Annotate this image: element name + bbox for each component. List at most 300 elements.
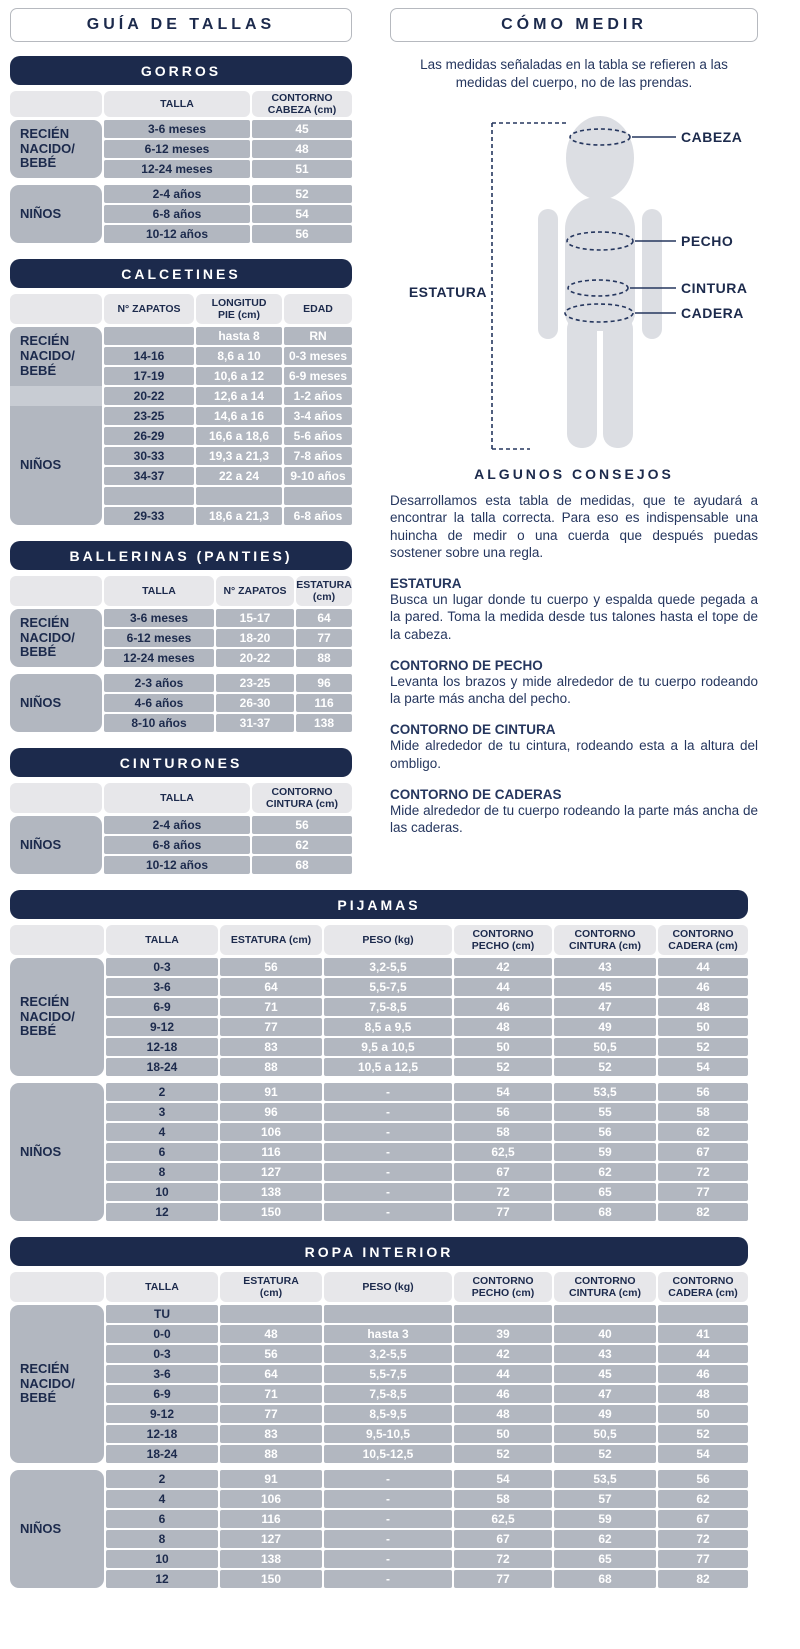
table-cell: 4-6 años	[104, 694, 214, 712]
table-cell: 82	[658, 1570, 748, 1588]
column-header	[196, 294, 282, 324]
table-cell: 5,5-7,5	[324, 978, 452, 996]
table-cell: 8	[106, 1163, 218, 1181]
ballerinas-table	[10, 576, 352, 732]
table-cell: 8,6 a 10	[196, 347, 282, 365]
table-cell: 52	[252, 185, 352, 203]
table-cell: 88	[220, 1445, 322, 1463]
table-cell	[104, 487, 194, 505]
tip-block	[390, 722, 758, 772]
table-cell: 55	[554, 1103, 656, 1121]
group-label	[10, 958, 104, 1076]
column-header	[106, 1272, 218, 1302]
header-corner-cell	[10, 576, 102, 606]
table-cell: 8	[106, 1530, 218, 1548]
table-cell: 6	[106, 1510, 218, 1528]
cintura-label: CINTURA	[681, 280, 748, 297]
table-cell: 77	[454, 1203, 552, 1221]
label-line: CONTORNO	[574, 927, 636, 940]
label-line: NACIDO/	[20, 629, 75, 645]
table-cell: 1-2 años	[284, 387, 352, 405]
table-cell: 9,5-10,5	[324, 1425, 452, 1443]
group-label	[10, 1470, 104, 1588]
table-cell: 65	[554, 1183, 656, 1201]
table-cell: 52	[554, 1445, 656, 1463]
table-cell: 23-25	[216, 674, 294, 692]
table-cell: 3	[106, 1103, 218, 1121]
label-line: ESTATURA	[296, 578, 352, 591]
table-cell: 48	[454, 1405, 552, 1423]
label-line: RECIÉN	[20, 993, 70, 1009]
table-cell: 3,2-5,5	[324, 1345, 452, 1363]
label-line: ESTATURA (cm)	[230, 933, 312, 946]
label-line: PESO (kg)	[362, 1280, 414, 1293]
table-cell: 45	[554, 978, 656, 996]
table-cell: 0-3 meses	[284, 347, 352, 365]
column-header	[104, 294, 194, 324]
table-cell: -	[324, 1103, 452, 1121]
table-cell: 30-33	[104, 447, 194, 465]
table-cell: RN	[284, 327, 352, 345]
table-cell: 41	[658, 1325, 748, 1343]
table-cell: 14-16	[104, 347, 194, 365]
table-cell: 138	[220, 1550, 322, 1568]
table-cell: 127	[220, 1530, 322, 1548]
table-cell: 16,6 a 18,6	[196, 427, 282, 445]
table-cell: 48	[454, 1018, 552, 1036]
column-header	[104, 783, 250, 813]
label-line: CINTURA (cm)	[569, 1287, 641, 1299]
table-cell: 59	[554, 1143, 656, 1161]
label-line: CINTURA (cm)	[266, 798, 338, 810]
table-cell: -	[324, 1163, 452, 1181]
table-cell: 77	[454, 1570, 552, 1588]
label-line: NACIDO/	[20, 1375, 75, 1391]
table-cell: 5,5-7,5	[324, 1365, 452, 1383]
column-header	[658, 925, 748, 955]
table-cell: 12,6 a 14	[196, 387, 282, 405]
table-cell: 56	[252, 225, 352, 243]
table-cell: 96	[220, 1103, 322, 1121]
table-cell: 72	[454, 1550, 552, 1568]
table-header-row	[10, 91, 352, 117]
table-cell	[554, 1305, 656, 1323]
table-cell: 56	[554, 1123, 656, 1141]
table-cell	[324, 1305, 452, 1323]
table-cell: 2-4 años	[104, 816, 250, 834]
cinturones-section-bar: CINTURONES	[10, 748, 352, 777]
table-cell: 150	[220, 1203, 322, 1221]
table-header-row	[10, 576, 352, 606]
table-cell: 3-4 años	[284, 407, 352, 425]
table-cell: 64	[220, 978, 322, 996]
label-line: PECHO (cm)	[471, 940, 535, 952]
column-header	[454, 1272, 552, 1302]
table-cell: 6-12 meses	[104, 629, 214, 647]
table-cell: 45	[554, 1365, 656, 1383]
table-cell: 10-12 años	[104, 225, 250, 243]
how-to-measure-column	[390, 8, 758, 890]
table-group	[10, 1305, 748, 1463]
table-cell: 68	[252, 856, 352, 874]
gorros-section	[10, 56, 352, 243]
label-line: (cm)	[312, 591, 336, 603]
table-cell	[196, 487, 282, 505]
table-cell	[284, 487, 352, 505]
table-cell: 9-12	[106, 1405, 218, 1423]
table-cell: 56	[658, 1083, 748, 1101]
table-cell: 48	[658, 998, 748, 1016]
table-cell: 54	[658, 1058, 748, 1076]
table-cell: 43	[554, 958, 656, 976]
label-line: NACIDO/	[20, 1008, 75, 1024]
calcetines-section	[10, 259, 352, 525]
table-cell: 52	[658, 1038, 748, 1056]
table-cell: 20-22	[104, 387, 194, 405]
table-header-row	[10, 294, 352, 324]
table-cell: 2	[106, 1083, 218, 1101]
label-line: (cm)	[259, 1287, 283, 1299]
table-cell: 18,6 a 21,3	[196, 507, 282, 525]
table-cell: -	[324, 1550, 452, 1568]
table-cell: 4	[106, 1490, 218, 1508]
table-cell: 3-6 meses	[104, 120, 250, 138]
table-cell: -	[324, 1530, 452, 1548]
label-line: N° ZAPATOS	[117, 302, 181, 315]
group-label	[10, 327, 102, 525]
label-line: PESO (kg)	[362, 933, 414, 946]
ballerinas-section	[10, 541, 352, 732]
group-label	[10, 816, 102, 874]
table-cell: 10,5-12,5	[324, 1445, 452, 1463]
table-cell: 7,5-8,5	[324, 998, 452, 1016]
table-cell: 77	[658, 1550, 748, 1568]
label-line: EDAD	[303, 302, 333, 315]
table-cell: 12-18	[106, 1425, 218, 1443]
table-cell: 106	[220, 1123, 322, 1141]
table-cell: 46	[658, 978, 748, 996]
label-line: CONTORNO	[271, 91, 333, 104]
table-cell: 15-17	[216, 609, 294, 627]
table-cell: 44	[454, 978, 552, 996]
tip-text: Desarrollamos esta tabla de medidas, que te ayudará a encontrar la talla correcta. Para eso es indispensable una huincha de medir o una cuerda que después puedas sostener sobre una regla.	[390, 493, 758, 560]
column-header	[454, 925, 552, 955]
table-cell: 10,5 a 12,5	[324, 1058, 452, 1076]
table-cell: 52	[658, 1425, 748, 1443]
table-cell: 77	[220, 1018, 322, 1036]
table-cell: 18-24	[106, 1058, 218, 1076]
table-cell: 29-33	[104, 507, 194, 525]
column-header	[284, 294, 352, 324]
table-cell: -	[324, 1490, 452, 1508]
header-corner-cell	[10, 1272, 104, 1302]
table-cell: 47	[554, 998, 656, 1016]
column-header	[106, 925, 218, 955]
table-cell: 3-6 meses	[104, 609, 214, 627]
header-corner-cell	[10, 294, 102, 324]
table-cell: 10,6 a 12	[196, 367, 282, 385]
table-cell: 9-12	[106, 1018, 218, 1036]
table-cell: 67	[454, 1163, 552, 1181]
ropa-interior-table	[10, 1272, 748, 1588]
label-line: NACIDO/	[20, 140, 75, 156]
table-cell: 138	[296, 714, 352, 732]
tips-list	[390, 492, 758, 836]
table-cell: 56	[252, 816, 352, 834]
estatura-label: ESTATURA	[408, 284, 487, 301]
table-cell: 6-12 meses	[104, 140, 250, 158]
table-cell: 44	[658, 958, 748, 976]
label-line: ESTATURA	[243, 1274, 299, 1287]
gorros-section-bar: GORROS	[10, 56, 352, 85]
table-cell: 62	[658, 1123, 748, 1141]
table-cell: 42	[454, 958, 552, 976]
table-cell	[220, 1305, 322, 1323]
table-cell: 39	[454, 1325, 552, 1343]
table-cell: 52	[454, 1058, 552, 1076]
table-header-row	[10, 783, 352, 813]
table-cell: 62,5	[454, 1510, 552, 1528]
table-cell: 12-24 meses	[104, 160, 250, 178]
column-header	[220, 1272, 322, 1302]
table-cell: -	[324, 1470, 452, 1488]
table-cell: 6-9	[106, 1385, 218, 1403]
label-line: RECIÉN	[20, 1360, 70, 1376]
table-cell	[658, 1305, 748, 1323]
pijamas-section	[10, 890, 748, 1221]
table-cell: 54	[454, 1083, 552, 1101]
table-cell: -	[324, 1203, 452, 1221]
pecho-label: PECHO	[681, 233, 734, 250]
label-line: LONGITUD	[211, 296, 267, 309]
table-cell: 6-9 meses	[284, 367, 352, 385]
label-line: TALLA	[160, 791, 194, 804]
table-cell: 6-9	[106, 998, 218, 1016]
table-cell: 3-6	[106, 978, 218, 996]
table-cell: 56	[220, 958, 322, 976]
table-cell: TU	[106, 1305, 218, 1323]
table-cell: 7,5-8,5	[324, 1385, 452, 1403]
size-guide-title: GUÍA DE TALLAS	[10, 8, 352, 42]
table-cell: 58	[454, 1123, 552, 1141]
table-cell: -	[324, 1510, 452, 1528]
table-cell: 96	[296, 674, 352, 692]
table-cell: 9,5 a 10,5	[324, 1038, 452, 1056]
label-line: CABEZA (cm)	[267, 104, 337, 116]
column-header	[554, 925, 656, 955]
table-cell: 31-37	[216, 714, 294, 732]
table-cell: 58	[454, 1490, 552, 1508]
table-cell: 106	[220, 1490, 322, 1508]
table-cell: 53,5	[554, 1083, 656, 1101]
table-cell: 3-6	[106, 1365, 218, 1383]
table-cell: 56	[658, 1470, 748, 1488]
table-cell: 50	[454, 1425, 552, 1443]
ropa-interior-section-bar: ROPA INTERIOR	[10, 1237, 748, 1266]
table-cell: 51	[252, 160, 352, 178]
table-group	[10, 185, 352, 243]
label-line: TALLA	[145, 1280, 179, 1293]
label-line: RECIÉN	[20, 614, 70, 630]
table-cell: 26-29	[104, 427, 194, 445]
table-header-row	[10, 925, 748, 955]
group-label-segment	[10, 386, 102, 406]
table-cell: 56	[220, 1345, 322, 1363]
table-cell: 6-8 años	[104, 836, 250, 854]
body-measure-diagram	[390, 101, 758, 458]
column-header	[252, 783, 352, 813]
table-cell: 22 a 24	[196, 467, 282, 485]
ropa-interior-section	[10, 1237, 748, 1588]
table-cell: 116	[296, 694, 352, 712]
table-cell: 34-37	[104, 467, 194, 485]
table-cell: 6	[106, 1143, 218, 1161]
table-cell: 46	[658, 1365, 748, 1383]
table-cell: 72	[658, 1530, 748, 1548]
table-cell: 0-3	[106, 1345, 218, 1363]
table-cell: 56	[454, 1103, 552, 1121]
size-guide-column	[10, 8, 352, 890]
table-cell: 8-10 años	[104, 714, 214, 732]
table-cell: 40	[554, 1325, 656, 1343]
table-cell: 62	[658, 1490, 748, 1508]
table-cell: 67	[454, 1530, 552, 1548]
table-cell: 83	[220, 1038, 322, 1056]
table-cell: 8,5-9,5	[324, 1405, 452, 1423]
table-cell: 47	[554, 1385, 656, 1403]
table-cell: hasta 3	[324, 1325, 452, 1343]
table-group	[10, 327, 352, 525]
table-cell: 83	[220, 1425, 322, 1443]
tip-heading: ESTATURA	[390, 576, 462, 592]
column-header	[252, 91, 352, 117]
table-cell: 116	[220, 1143, 322, 1161]
table-cell: 64	[296, 609, 352, 627]
table-cell: 68	[554, 1203, 656, 1221]
label-line: PECHO (cm)	[471, 1287, 535, 1299]
table-cell: 50	[454, 1038, 552, 1056]
table-cell: 62	[554, 1163, 656, 1181]
tip-block	[390, 492, 758, 561]
column-header	[216, 576, 294, 606]
header-corner-cell	[10, 925, 104, 955]
tips-title: ALGUNOS CONSEJOS	[474, 466, 674, 483]
silhouette-shapes	[538, 116, 662, 448]
label-line: NIÑOS	[20, 1143, 62, 1159]
table-cell: 50,5	[554, 1038, 656, 1056]
table-cell: -	[324, 1183, 452, 1201]
column-header	[324, 1272, 452, 1302]
table-cell: 8,5 a 9,5	[324, 1018, 452, 1036]
table-cell: 5-6 años	[284, 427, 352, 445]
table-cell: 48	[252, 140, 352, 158]
table-cell: 2	[106, 1470, 218, 1488]
table-cell: 46	[454, 998, 552, 1016]
label-line: BEBÉ	[20, 1023, 57, 1039]
table-cell: 42	[454, 1345, 552, 1363]
table-cell: 77	[658, 1183, 748, 1201]
table-group	[10, 1470, 748, 1588]
column-header	[324, 925, 452, 955]
column-header	[296, 576, 352, 606]
table-cell: 91	[220, 1083, 322, 1101]
tip-block	[390, 576, 758, 643]
label-line: CADERA (cm)	[668, 940, 738, 952]
table-cell: 138	[220, 1183, 322, 1201]
label-line: NIÑOS	[20, 1520, 62, 1536]
tip-block	[390, 658, 758, 708]
tip-block	[390, 787, 758, 837]
table-cell: 19,3 a 21,3	[196, 447, 282, 465]
label-line: NIÑOS	[20, 205, 62, 221]
table-cell: 18-24	[106, 1445, 218, 1463]
table-cell: 50,5	[554, 1425, 656, 1443]
table-cell: 48	[220, 1325, 322, 1343]
table-cell: 9-10 años	[284, 467, 352, 485]
table-cell: 17-19	[104, 367, 194, 385]
table-cell: 71	[220, 1385, 322, 1403]
ballerinas-section-bar: BALLERINAS (PANTIES)	[10, 541, 352, 570]
table-cell: 54	[454, 1470, 552, 1488]
table-group	[10, 816, 352, 874]
how-to-measure-title: CÓMO MEDIR	[390, 8, 758, 42]
group-label	[10, 609, 102, 667]
label-line: NIÑOS	[20, 694, 62, 710]
tip-text: Mide alrededor de tu cintura, rodeando esta a la altura del ombligo.	[390, 738, 758, 771]
table-cell: 44	[454, 1365, 552, 1383]
table-cell: 88	[220, 1058, 322, 1076]
table-cell: -	[324, 1083, 452, 1101]
table-cell: 52	[554, 1058, 656, 1076]
group-label	[10, 185, 102, 243]
table-cell: 26-30	[216, 694, 294, 712]
table-cell: 77	[296, 629, 352, 647]
table-cell: 0-0	[106, 1325, 218, 1343]
table-cell: 48	[658, 1385, 748, 1403]
label-line: RECIÉN	[20, 125, 70, 141]
column-header	[658, 1272, 748, 1302]
table-group	[10, 958, 748, 1076]
table-cell: hasta 8	[196, 327, 282, 345]
cinturones-table	[10, 783, 352, 874]
label-line: RECIÉN	[20, 333, 70, 349]
table-cell: 54	[252, 205, 352, 223]
label-line: NIÑOS	[20, 457, 62, 473]
table-group	[10, 120, 352, 178]
table-group	[10, 609, 352, 667]
label-line: NACIDO/	[20, 348, 75, 364]
table-group	[10, 1083, 748, 1221]
pijamas-table	[10, 925, 748, 1221]
table-cell: -	[324, 1123, 452, 1141]
column-header	[104, 576, 214, 606]
cinturones-section	[10, 748, 352, 874]
body-silhouette-figure	[390, 101, 758, 453]
gorros-table	[10, 91, 352, 243]
table-cell: 10	[106, 1550, 218, 1568]
table-cell: 72	[658, 1163, 748, 1181]
label-line: BEBÉ	[20, 644, 57, 660]
label-line: CONTORNO	[472, 1274, 534, 1287]
label-line: NIÑOS	[20, 836, 62, 852]
table-cell: 46	[454, 1385, 552, 1403]
label-line: PIE (cm)	[217, 309, 260, 321]
tip-heading: CONTORNO DE CINTURA	[390, 722, 556, 738]
group-label-segment	[10, 327, 102, 386]
table-cell: 127	[220, 1163, 322, 1181]
table-cell	[454, 1305, 552, 1323]
cabeza-label: CABEZA	[681, 129, 743, 146]
